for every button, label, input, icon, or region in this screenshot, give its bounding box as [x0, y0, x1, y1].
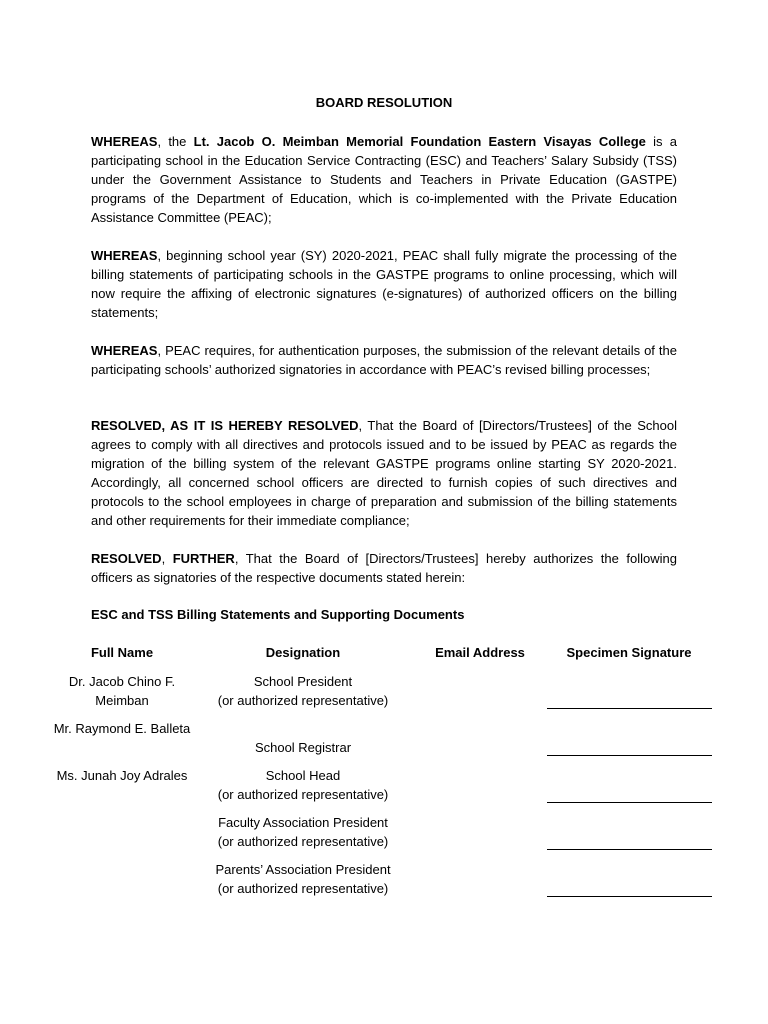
- signatory-email: [420, 672, 540, 710]
- designation-title: School President: [253, 674, 353, 689]
- whereas-paragraph-1: [91, 132, 677, 227]
- signature-line: [547, 802, 712, 803]
- whereas-lead: WHEREAS: [91, 134, 158, 149]
- designation-note: (or authorized representative): [217, 787, 389, 802]
- paragraph-text: , That the Board of [Directors/Trustees] hereby authorizes the following officers as signatories of the respective documents stated herein:: [91, 551, 677, 585]
- paragraph-text: ,: [161, 551, 173, 566]
- signatory-designation: [193, 672, 413, 710]
- signatory-name: Ms. Junah Joy Adrales: [56, 768, 188, 783]
- designation-title: Parents’ Association President: [215, 862, 391, 877]
- whereas-lead: WHEREAS: [91, 248, 158, 263]
- column-header-email: Email Address: [435, 645, 525, 660]
- signatory-designation: [193, 766, 413, 804]
- designation-title: School Head: [265, 768, 341, 783]
- signatory-designation: [193, 860, 413, 898]
- paragraph-text: is a participating school in the Education Service Contracting (ESC) and Teachers’ Salary Subsidy (TSS) under the Government Assistance to Students and Teachers in Private Education (GASTPE) programs of the Department of Education, which is co-implemented with the Private Education Assistance Committee (PEAC);: [91, 134, 677, 225]
- resolved-paragraph: [91, 416, 677, 530]
- signatory-name: Dr. Jacob Chino F. Meimban: [68, 674, 176, 708]
- resolved-lead: RESOLVED: [91, 551, 162, 566]
- signature-line: [547, 849, 712, 850]
- signatory-name: Mr. Raymond E. Balleta: [53, 721, 191, 736]
- column-header-designation: Designation: [265, 645, 341, 660]
- resolved-further-paragraph: [91, 549, 677, 587]
- column-header-full-name: Full Name: [90, 645, 154, 660]
- signatory-designation: [193, 813, 413, 851]
- whereas-paragraph-2: [91, 246, 677, 322]
- table-row: [0, 672, 768, 712]
- paragraph-text: , beginning school year (SY) 2020-2021, PEAC shall fully migrate the processing of the billing statements of participating schools in the GASTPE programs to online processing, which will now require the affixing of electronic signatures (e-signatures) of authorized officers on the billing statements;: [91, 248, 677, 320]
- document-title: BOARD RESOLUTION: [315, 95, 453, 110]
- table-row: [0, 813, 768, 853]
- table-row: [0, 860, 768, 900]
- paragraph-text: , PEAC requires, for authentication purposes, the submission of the relevant details of the participating schools’ authorized signatories in accordance with PEAC’s revised billing processes;: [91, 343, 677, 377]
- signatory-email: [420, 813, 540, 851]
- further-lead: FURTHER: [172, 551, 235, 566]
- signature-line: [547, 708, 712, 709]
- column-header-specimen-signature: Specimen Signature: [566, 645, 692, 660]
- resolved-lead: RESOLVED, AS IT IS HEREBY RESOLVED: [91, 418, 359, 433]
- signature-line: [547, 755, 712, 756]
- whereas-paragraph-3: [91, 341, 677, 379]
- signatory-email: [420, 860, 540, 898]
- whereas-lead: WHEREAS: [91, 343, 158, 358]
- signatory-email: [420, 719, 540, 757]
- designation-title: Faculty Association President: [218, 815, 388, 830]
- school-name: Lt. Jacob O. Meimban Memorial Foundation Eastern Visayas College: [193, 134, 646, 149]
- paragraph-text: , the: [157, 134, 194, 149]
- table-row: [0, 766, 768, 806]
- paragraph-text: , That the Board of [Directors/Trustees] of the School agrees to comply with all directives and protocols issued and to be issued by PEAC as regards the migration of the billing system of the relevant GASTPE programs online starting SY 2020-2021. Accordingly, all concerned school officers are directed to furnish copies of such directives and protocols to the school employees in charge of preparation and submission of the billing statements and other requirements for their immediate compliance;: [91, 418, 678, 528]
- designation-title: School Registrar: [254, 740, 352, 755]
- designation-note: (or authorized representative): [217, 693, 389, 708]
- table-row: [0, 719, 768, 759]
- designation-note: (or authorized representative): [217, 881, 389, 896]
- designation-note: (or authorized representative): [217, 834, 389, 849]
- signature-line: [547, 896, 712, 897]
- section-heading: ESC and TSS Billing Statements and Supporting Documents: [91, 607, 465, 622]
- signatory-email: [420, 766, 540, 804]
